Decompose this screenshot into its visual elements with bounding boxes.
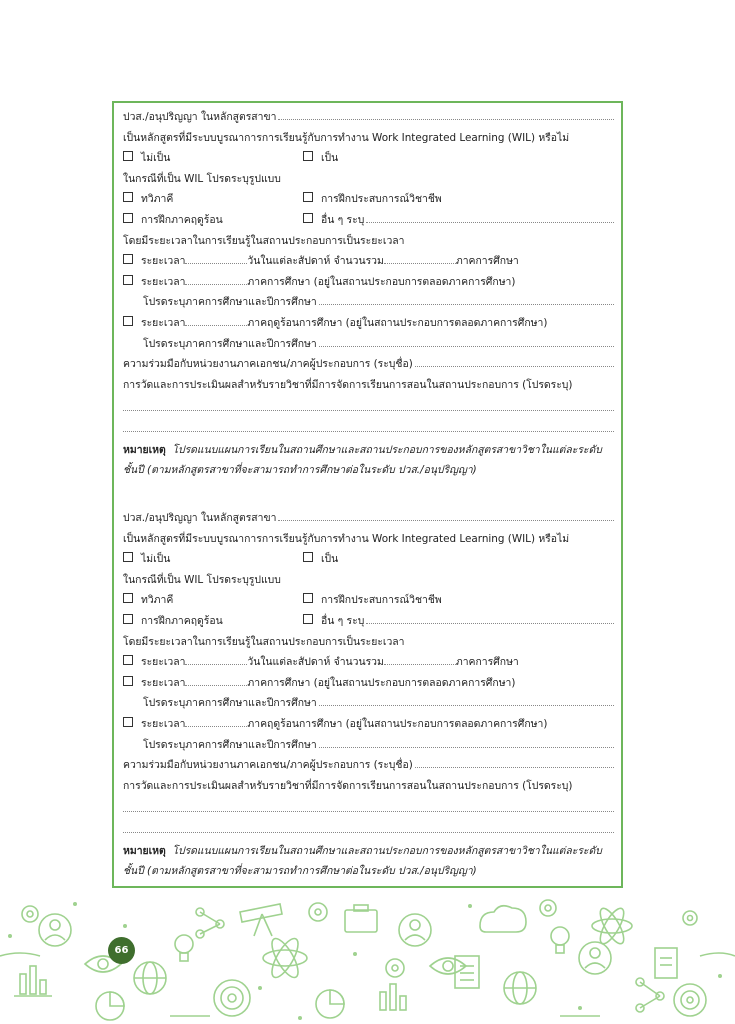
note-text: โปรดแนบแผนการเรียนในสถานศึกษาและสถานประกอบการของหลักสูตรสาขาวิชาในแต่ละระดับชั้นปี (ตามหลักสูตรสาขาที่จะสามารถทำการศึกษาต่อในระดับ ปวส./อนุปริญญา)	[123, 844, 602, 878]
gear-icon	[22, 906, 38, 922]
gear-icon	[683, 911, 697, 925]
term-description: ภาคการศึกษา (อยู่ในสถานประกอบการตลอดภาคการศึกษา)	[247, 676, 516, 689]
network-icon	[196, 908, 224, 938]
option-professional: การฝึกประสบการณ์วิชาชีพ	[321, 594, 442, 607]
atom-icon	[263, 935, 307, 981]
cooperation-field[interactable]	[415, 755, 614, 768]
term-field[interactable]	[319, 735, 614, 748]
note	[123, 440, 614, 481]
duration-field[interactable]	[185, 251, 247, 264]
checkbox-duration-term[interactable]	[123, 676, 133, 686]
specify-term-label: โปรดระบุภาคการศึกษาและปีการศึกษา	[143, 296, 317, 309]
wil-type-prompt: ในกรณีที่เป็น WIL โปรดระบุรูปแบบ	[123, 573, 281, 586]
checkbox-summer[interactable]	[123, 213, 133, 223]
gear-icon	[386, 959, 404, 977]
evaluation-field[interactable]	[123, 395, 614, 416]
other-field[interactable]	[366, 611, 614, 624]
duration-prompt: โดยมีระยะเวลาในการเรียนรู้ในสถานประกอบการเป็นระยะเวลา	[123, 635, 405, 648]
duration-field[interactable]	[185, 673, 247, 686]
days-per-week-label: วันในแต่ละสัปดาห์ จำนวนรวม	[247, 656, 384, 669]
term-field[interactable]	[319, 693, 614, 706]
wil-type-prompt: ในกรณีที่เป็น WIL โปรดระบุรูปแบบ	[123, 172, 281, 185]
bar-chart-icon	[380, 984, 406, 1010]
checkbox-not-wil[interactable]	[123, 552, 133, 562]
checkbox-other[interactable]	[303, 213, 313, 223]
person-icon	[39, 914, 71, 946]
telescope-icon	[240, 904, 282, 936]
term-label: ภาคการศึกษา	[455, 656, 519, 669]
option-summer: การฝึกภาคฤดูร้อน	[141, 213, 223, 226]
note-label: หมายเหตุ	[123, 443, 166, 456]
duration-field[interactable]	[185, 272, 247, 285]
decorative-icon-band	[0, 896, 735, 1024]
lightbulb-icon	[551, 927, 569, 953]
duration-label: ระยะเวลา	[141, 717, 186, 730]
specify-term-label: โปรดระบุภาคการศึกษาและปีการศึกษา	[143, 697, 317, 710]
total-field[interactable]	[384, 251, 456, 264]
cooperation-label: ความร่วมมือกับหน่วยงานภาคเอกชน/ภาคผู้ประกอบการ (ระบุชื่อ)	[123, 759, 413, 772]
checkbox-other[interactable]	[303, 614, 313, 624]
option-not-wil: ไม่เป็น	[141, 553, 171, 566]
program-field[interactable]	[278, 107, 614, 120]
person-icon	[399, 914, 431, 946]
term-field[interactable]	[319, 292, 614, 305]
checkbox-dual[interactable]	[123, 593, 133, 603]
program-field[interactable]	[278, 508, 614, 521]
days-per-week-label: วันในแต่ละสัปดาห์ จำนวนรวม	[247, 255, 384, 268]
briefcase-icon	[345, 905, 377, 932]
duration-label: ระยะเวลา	[141, 316, 186, 329]
target-icon	[214, 980, 250, 1016]
option-not-wil: ไม่เป็น	[141, 152, 171, 165]
duration-label: ระยะเวลา	[141, 656, 186, 669]
duration-prompt: โดยมีระยะเวลาในการเรียนรู้ในสถานประกอบการเป็นระยะเวลา	[123, 234, 405, 247]
evaluation-field[interactable]	[123, 817, 614, 838]
checkbox-summer[interactable]	[123, 614, 133, 624]
duration-field[interactable]	[185, 714, 247, 727]
duration-field[interactable]	[185, 313, 247, 326]
option-other: อื่น ๆ ระบุ	[321, 614, 365, 627]
target-icon	[674, 984, 706, 1016]
duration-field[interactable]	[185, 652, 247, 665]
lightbulb-icon	[175, 935, 193, 961]
wil-question: เป็นหลักสูตรที่มีระบบบูรณาการการเรียนรู้กับการทำงาน Work Integrated Learning (WIL) หรือไม่	[123, 131, 570, 144]
cloud-icon	[480, 906, 526, 932]
wil-section-1	[123, 107, 614, 481]
duration-label: ระยะเวลา	[141, 275, 186, 288]
wil-question: เป็นหลักสูตรที่มีระบบบูรณาการการเรียนรู้กับการทำงาน Work Integrated Learning (WIL) หรือไม่	[123, 532, 570, 545]
summer-description: ภาคฤดูร้อนการศึกษา (อยู่ในสถานประกอบการตลอดภาคการศึกษา)	[247, 316, 548, 329]
wil-section-2	[123, 508, 614, 882]
pie-chart-icon	[96, 992, 124, 1020]
other-field[interactable]	[366, 210, 614, 223]
evaluation-label: การวัดและการประเมินผลสำหรับรายวิชาที่มีการจัดการเรียนการสอนในสถานประกอบการ (โปรดระบุ)	[123, 779, 573, 792]
globe-icon	[134, 962, 166, 994]
checkbox-duration-summer[interactable]	[123, 717, 133, 727]
checkbox-duration-summer[interactable]	[123, 316, 133, 326]
duration-label: ระยะเวลา	[141, 676, 186, 689]
gear-icon	[540, 900, 556, 916]
summer-description: ภาคฤดูร้อนการศึกษา (อยู่ในสถานประกอบการตลอดภาคการศึกษา)	[247, 717, 548, 730]
checkbox-duration-days[interactable]	[123, 254, 133, 264]
decorative-pattern	[0, 896, 735, 1024]
checkbox-duration-days[interactable]	[123, 655, 133, 665]
globe-icon	[504, 972, 536, 1004]
term-description: ภาคการศึกษา (อยู่ในสถานประกอบการตลอดภาคการศึกษา)	[247, 275, 516, 288]
note	[123, 841, 614, 882]
checkbox-duration-term[interactable]	[123, 275, 133, 285]
checkbox-not-wil[interactable]	[123, 151, 133, 161]
checkbox-dual[interactable]	[123, 192, 133, 202]
network-icon	[636, 978, 664, 1012]
person-icon	[579, 942, 611, 974]
page-number-badge: 66	[108, 937, 135, 964]
gear-icon	[309, 903, 327, 921]
checkbox-professional[interactable]	[303, 593, 313, 603]
option-summer: การฝึกภาคฤดูร้อน	[141, 614, 223, 627]
option-is-wil: เป็น	[321, 152, 339, 165]
document-icon	[655, 948, 677, 978]
program-label: ปวส./อนุปริญญา ในหลักสูตรสาขา	[123, 111, 277, 123]
option-other: อื่น ๆ ระบุ	[321, 213, 365, 226]
evaluation-field[interactable]	[123, 796, 614, 817]
option-dual: ทวิภาคี	[141, 594, 174, 607]
cooperation-label: ความร่วมมือกับหน่วยงานภาคเอกชน/ภาคผู้ประกอบการ (ระบุชื่อ)	[123, 358, 413, 371]
note-text: โปรดแนบแผนการเรียนในสถานศึกษาและสถานประกอบการของหลักสูตรสาขาวิชาในแต่ละระดับชั้นปี (ตามหลักสูตรสาขาที่จะสามารถทำการศึกษาต่อในระดับ ปวส./อนุปริญญา)	[123, 443, 602, 477]
duration-label: ระยะเวลา	[141, 255, 186, 268]
evaluation-label: การวัดและการประเมินผลสำหรับรายวิชาที่มีการจัดการเรียนการสอนในสถานประกอบการ (โปรดระบุ)	[123, 378, 573, 391]
checkbox-professional[interactable]	[303, 192, 313, 202]
specify-term-label: โปรดระบุภาคการศึกษาและปีการศึกษา	[143, 337, 317, 350]
checkbox-is-wil[interactable]	[303, 151, 313, 161]
form-frame	[112, 101, 623, 888]
atom-icon	[592, 905, 632, 947]
option-professional: การฝึกประสบการณ์วิชาชีพ	[321, 193, 442, 206]
checkbox-is-wil[interactable]	[303, 552, 313, 562]
option-dual: ทวิภาคี	[141, 193, 174, 206]
program-label: ปวส./อนุปริญญา ในหลักสูตรสาขา	[123, 512, 277, 524]
cooperation-field[interactable]	[415, 354, 614, 367]
total-field[interactable]	[384, 652, 456, 665]
pie-chart-icon	[316, 990, 344, 1018]
specify-term-label: โปรดระบุภาคการศึกษาและปีการศึกษา	[143, 738, 317, 751]
term-field[interactable]	[319, 334, 614, 347]
term-label: ภาคการศึกษา	[455, 255, 519, 268]
evaluation-field[interactable]	[123, 416, 614, 437]
bar-chart-icon	[14, 966, 52, 996]
note-label: หมายเหตุ	[123, 844, 166, 857]
option-is-wil: เป็น	[321, 553, 339, 566]
